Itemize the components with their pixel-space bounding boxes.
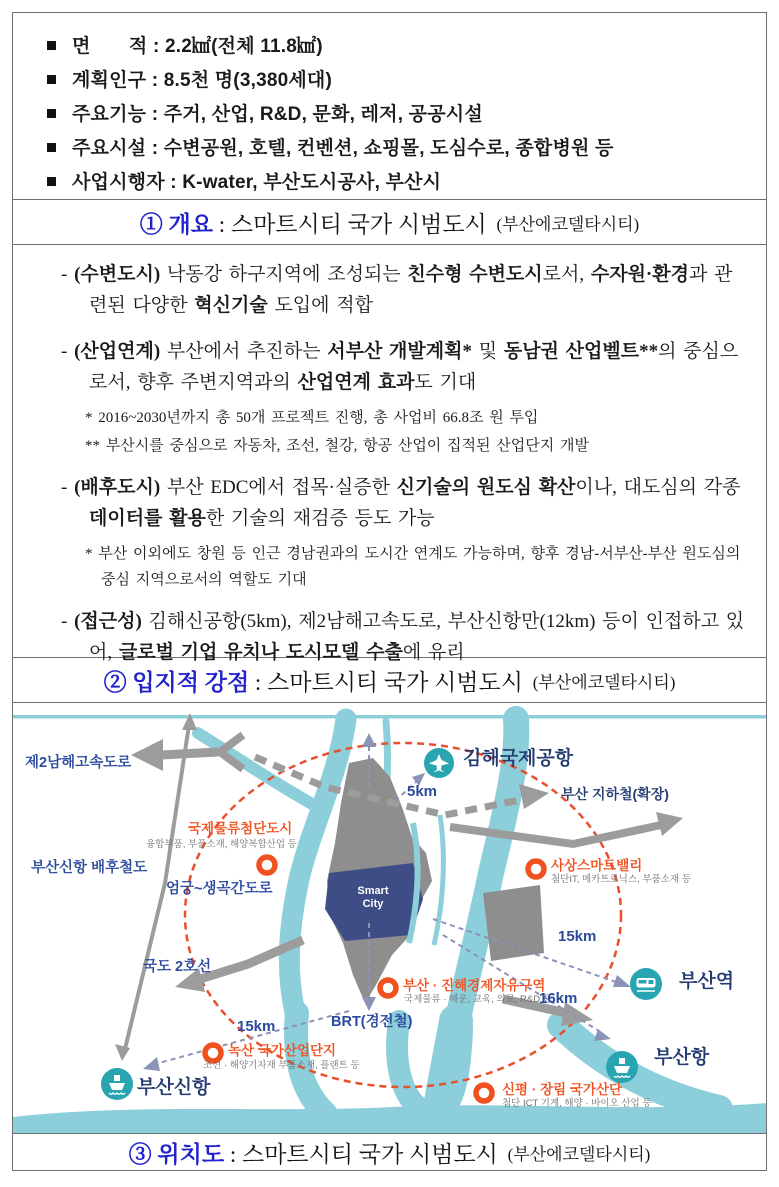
train-icon: [630, 968, 662, 1000]
caption-2-number-title: ② 입지적 강점: [103, 669, 250, 695]
overview-item-text: 계획인구 : 8.5천 명(3,380세대): [72, 70, 333, 91]
map-label-smart-city: Smart City: [357, 885, 389, 910]
bullet-square-icon: [47, 177, 56, 186]
map-label-sinpyeong-jangnim: 신평 · 장림 국가산단: [502, 1082, 623, 1097]
airport-icon: [424, 748, 454, 778]
marker-sasang-valley: [528, 861, 544, 877]
map-label-busan-station: 부산역: [679, 971, 735, 992]
map-label-noksan: 녹산 국가산업단지: [228, 1043, 337, 1058]
strengths-footnote: ** 부산시를 중심으로 자동차, 조선, 철강, 항공 산업이 집적된 산업단지 개발: [85, 438, 589, 454]
overview-item-text: 사업시행자 : K-water, 부산도시공사, 부산시: [72, 172, 442, 193]
map-label-newport-rail: 부산신항 배후철도: [31, 860, 148, 876]
overview-item-text: 주요기능 : 주거, 산업, R&D, 문화, 레저, 공공시설: [72, 104, 483, 125]
map-label-km16: 16km: [539, 990, 578, 1007]
map-label-intl-logistics-sub: 융합부품, 부품소재, 해양복합산업 등: [146, 839, 297, 850]
map-label-gukdo-2: 국도 2호선: [143, 959, 212, 975]
strengths-item: - (수변도시) 낙동강 하구지역에 조성되는 친수형 수변도시로서, 수자원·환경과 관련된 다양한 혁신기술 도입에 적합: [61, 264, 733, 316]
map-label-noksan-sub: 조선 · 해양기자재 부품소재, 플랜트 등: [203, 1060, 360, 1071]
map-label-sasang-valley: 사상스마트밸리: [551, 858, 643, 873]
marker-bjfez: [380, 980, 396, 996]
caption-3-number-title: ③ 위치도: [128, 1141, 225, 1167]
caption-1-paren: (부산에코델타시티): [496, 214, 640, 234]
map-label-bjfez: 부산 · 진해경제자유구역: [403, 978, 546, 993]
strengths-item: - (산업연계) 부산에서 추진하는 서부산 개발계획* 및 동남권 산업벨트**의 중심으로서, 향후 주변지역과의 산업연계 효과도 기대: [61, 341, 739, 393]
strengths-item: - (접근성) 김해신공항(5km), 제2남해고속도로, 부산신항만(12km) 등이 인접하고 있어, 글로벌 기업 유치나 도시모델 수출에 유리: [61, 611, 745, 663]
strengths-box: [12, 244, 767, 663]
caption-3-paren: (부산에코델타시티): [507, 1144, 651, 1164]
map-label-km15-left: 15km: [237, 1018, 276, 1035]
map-label-intl-logistics: 국제물류첨단도시: [188, 821, 293, 836]
marker-intl-logistics: [259, 857, 275, 873]
overview-item: [43, 64, 756, 98]
map-label-brt: BRT(경전철): [331, 1014, 413, 1030]
document-page: [12, 12, 767, 1171]
strengths-item: - (배후도시) 부산 EDC에서 접목·실증한 신기술의 원도심 확산이나, 대도심의 각종 데이터를 활용한 기술의 재검증 등도 가능: [61, 477, 741, 529]
map-label-busan-port: 부산항: [654, 1047, 710, 1068]
map-label-sinpyeong-jangnim-sub: 첨단 ICT 기계, 해양 · 바이오 산업 등: [502, 1098, 652, 1109]
caption-1-main: : 스마트시티 국가 시범도시: [212, 211, 493, 237]
map-label-subway-ext: 부산 지하철(확장): [561, 786, 669, 802]
overview-item: [43, 98, 756, 132]
bullet-square-icon: [47, 143, 56, 152]
map-top-line: [13, 715, 767, 719]
caption-2-paren: (부산에코델타시티): [532, 672, 676, 692]
marker-sinpyeong-jangnim: [476, 1085, 492, 1101]
caption-2-main: : 스마트시티 국가 시범도시: [249, 669, 529, 695]
location-map: [12, 702, 767, 1134]
map-label-gimhae-airport: 김해국제공항: [463, 748, 574, 769]
map-label-sasang-valley-sub: 첨단IT, 메카트로닉스, 부품소재 등: [551, 874, 691, 885]
map-label-bjfez-sub: 국제물류 · 해운, 교육, 의료, R&D 등: [404, 994, 552, 1005]
map-label-hwy2-namhae: 제2남해고속도로: [25, 755, 132, 771]
overview-box: [12, 12, 767, 200]
bullet-square-icon: [47, 109, 56, 118]
bullet-square-icon: [47, 41, 56, 50]
overview-item: [43, 30, 756, 64]
overview-item: [43, 132, 756, 166]
bullet-square-icon: [47, 75, 56, 84]
newport-ship-icon: [101, 1068, 133, 1100]
caption-2: [12, 657, 767, 703]
caption-3-main: : 스마트시티 국가 시범도시: [224, 1141, 504, 1167]
caption-3: [12, 1133, 767, 1171]
overview-item-text: 면 적 : 2.2㎢(전체 11.8㎢): [72, 36, 323, 57]
map-label-busan-newport: 부산신항: [137, 1077, 211, 1098]
map-label-km5: 5km: [407, 783, 438, 800]
strengths-footnote: * 2016~2030년까지 총 50개 프로젝트 진행, 총 사업비 66.8조 원 투입: [85, 410, 539, 426]
map-label-eomgung-road: 엄궁~생곡간도로: [166, 881, 273, 897]
overview-item: [43, 166, 756, 200]
map-label-km15-right: 15km: [558, 928, 597, 945]
overview-item-text: 주요시설 : 수변공원, 호텔, 컨벤션, 쇼핑몰, 도심수로, 종합병원 등: [72, 138, 614, 159]
caption-1-number-title: ① 개요: [139, 211, 213, 237]
strengths-footnote: * 부산 이외에도 창원 등 인근 경남권과의 도시간 연계도 가능하며, 향후 경남-서부산-부산 원도심의 중심 지역으로서의 역할도 기대: [85, 546, 741, 588]
caption-1: [12, 199, 767, 245]
